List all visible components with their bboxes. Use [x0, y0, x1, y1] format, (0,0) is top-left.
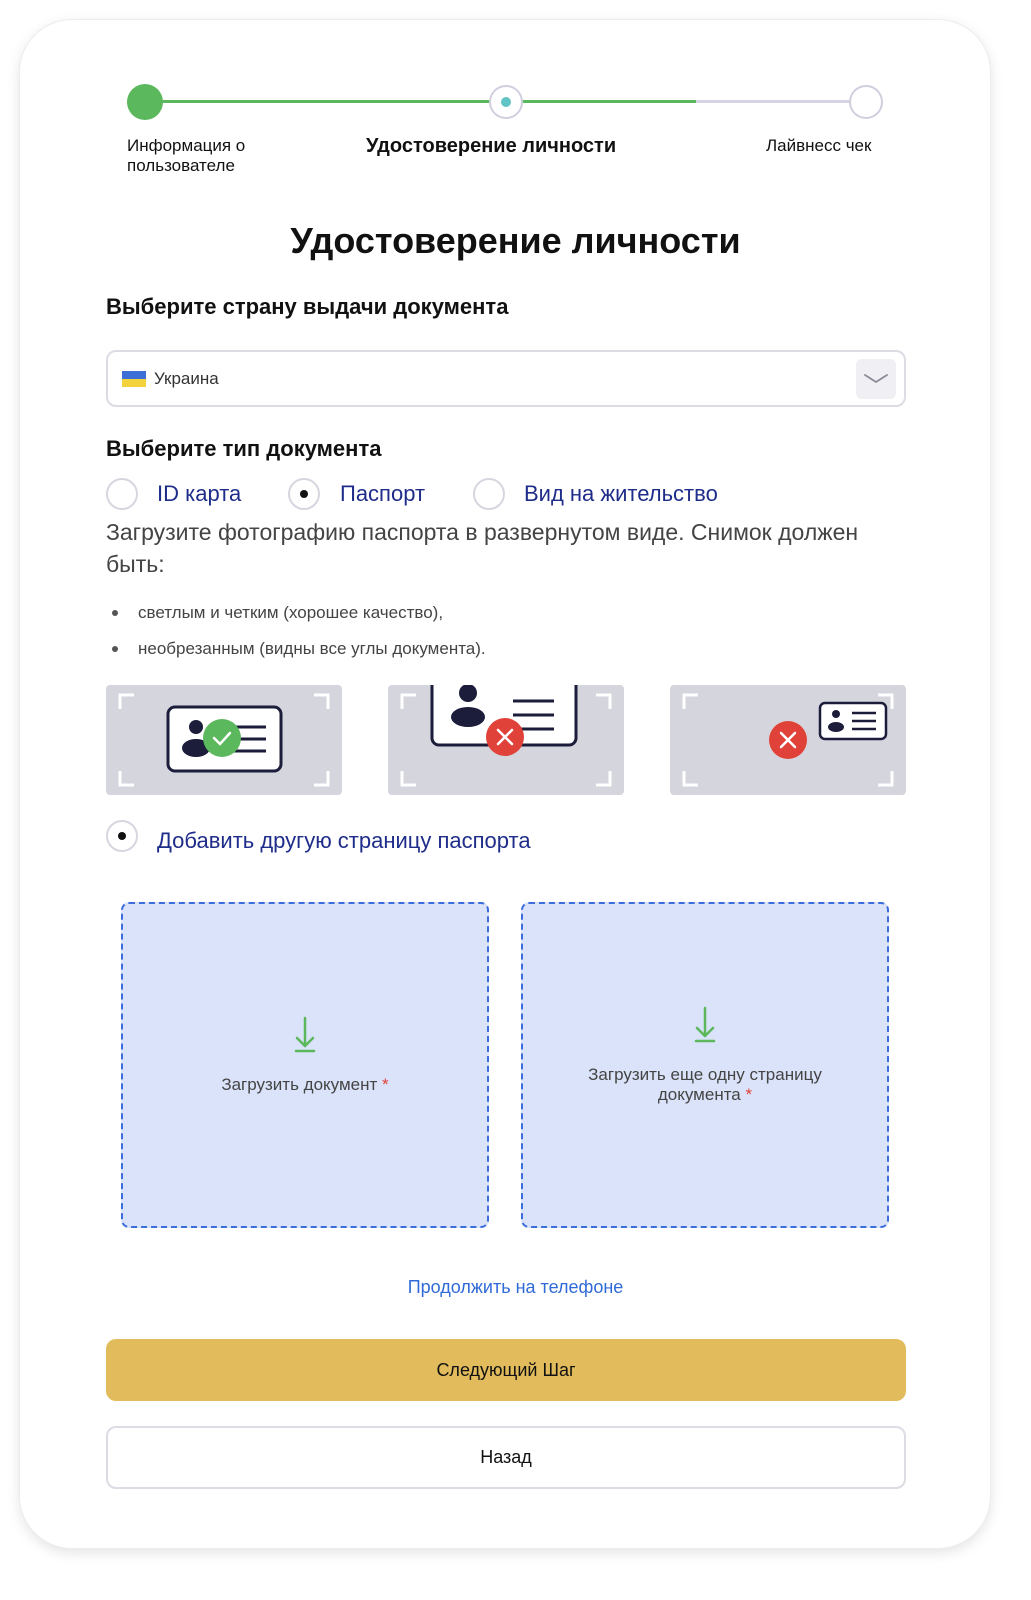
step-connector-completed: [506, 100, 696, 103]
step-connector-completed: [146, 100, 506, 103]
upload-label: Загрузить еще одну страницу документа: [588, 1065, 822, 1104]
step-label-liveness: Лайвнесс чек: [766, 136, 872, 155]
correct-document-example-icon: [106, 685, 342, 795]
page-title: Удостоверение личности: [290, 220, 741, 261]
country-select[interactable]: [106, 350, 906, 407]
step-indicator-current: [489, 85, 523, 119]
required-mark: *: [745, 1085, 753, 1104]
step-connector-pending: [696, 100, 866, 103]
document-type-heading: Выберите тип документа: [106, 436, 382, 461]
country-heading: Выберите страну выдачи документа: [106, 294, 509, 319]
radio-id-card[interactable]: [106, 478, 138, 510]
back-button[interactable]: Назад: [106, 1426, 906, 1489]
add-page-toggle[interactable]: [106, 820, 138, 852]
next-step-button[interactable]: Следующий Шаг: [106, 1339, 906, 1401]
step-label-user-info: Информация о пользователе: [127, 136, 246, 175]
cropped-document-example-icon: [388, 685, 624, 795]
radio-residence-permit[interactable]: [473, 478, 505, 510]
ukraine-flag-icon: [122, 371, 146, 387]
chevron-down-icon[interactable]: [856, 359, 896, 399]
step-label-identity: Удостоверение личности: [366, 135, 617, 157]
download-arrow-icon: [693, 1006, 717, 1044]
download-arrow-icon: [293, 1016, 317, 1054]
list-item: светлым и четким (хорошее качество),: [110, 598, 486, 634]
upload-instructions: Загрузите фотографию паспорта в развернутом виде. Снимок должен быть:: [106, 519, 859, 577]
upload-second-page-dropzone[interactable]: [521, 902, 889, 1228]
required-mark: *: [382, 1075, 389, 1094]
step-indicator-completed: [127, 84, 163, 120]
add-page-label[interactable]: Добавить другую страницу паспорта: [157, 828, 531, 853]
upload-document-dropzone[interactable]: [121, 902, 489, 1228]
step-indicator-pending: [849, 85, 883, 119]
radio-label-residence-permit[interactable]: Вид на жительство: [524, 481, 718, 506]
upload-label: Загрузить документ: [221, 1075, 378, 1094]
list-item: необрезанным (видны все углы документа).: [110, 634, 486, 670]
radio-label-passport[interactable]: Паспорт: [340, 481, 426, 506]
misplaced-document-example-icon: [670, 685, 906, 795]
requirements-list: [110, 598, 486, 670]
radio-label-id-card[interactable]: ID карта: [157, 481, 242, 506]
continue-on-phone-link[interactable]: Продолжить на телефоне: [407, 1277, 624, 1297]
radio-passport[interactable]: [288, 478, 320, 510]
country-select-value: Украина: [154, 369, 219, 388]
